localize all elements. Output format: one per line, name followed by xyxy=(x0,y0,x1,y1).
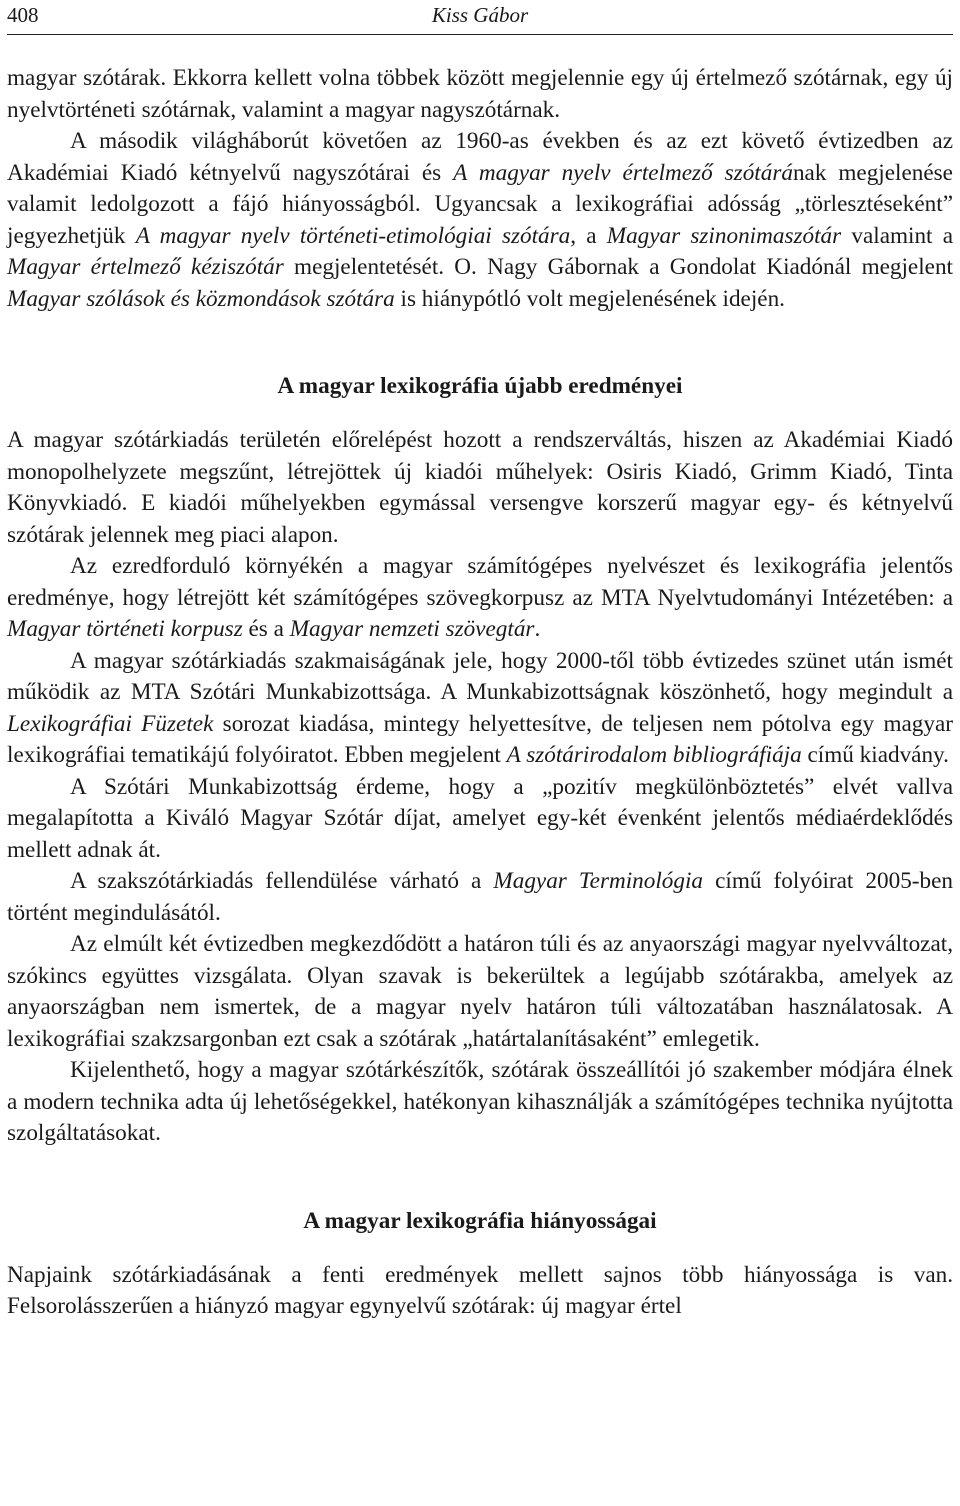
paragraph xyxy=(7,551,953,646)
italic-title-text: Magyar nemzeti szövegtár xyxy=(289,616,535,642)
section-shortcomings-text xyxy=(7,1260,953,1323)
paragraph-text: című folyóirat 2005-ben történt megindulásától. xyxy=(7,868,953,926)
italic-title-text: Magyar értelmező kéziszótár xyxy=(7,254,284,280)
italic-title-text: Magyar szólások és közmondások szótára xyxy=(7,285,395,312)
paragraph-text: A Szótári Munkabizottság érdeme, hogy a „pozitív megkülönböztetés” elvét vallva megalapította a Kiváló Magyar Szótár díjat, amelyet egy-két évenként jelentős médiaérdeklődés mellett adnak át. xyxy=(7,773,953,863)
italic-title-text: A magyar nyelv történeti-etimológiai szótára xyxy=(135,222,571,249)
paragraph-text: A magyar szótárkiadás szakmaiságának jele, hogy 2000-től több évtizedes szünet után ismét működik az MTA Szótári Munkabizottsága. A Munkabizottságnak köszönhető, hogy megindult a xyxy=(7,647,953,705)
paragraph-text: Az elmúlt két évtizedben megkezdődött a határon túli és az anyaországi magyar nyelvváltozat, szókincs együttes vizsgálata. Olyan szavak is bekerültek a legújabb szótárakba, amelyek az anyaországban nem ismertek, de a magyar nyelv határon túli változatában használatosak. A lexikográfiai szakzsargonban ezt csak a szótárak „határtalanításaként” emlegetik. xyxy=(7,931,953,1052)
italic-title-text: A magyar nyelv értelmező szótárá xyxy=(453,159,793,186)
paragraph xyxy=(7,1055,953,1150)
paragraph xyxy=(7,425,953,551)
paragraph-text: A szakszótárkiadás fellendülése várható a xyxy=(70,868,494,894)
document-page xyxy=(7,0,953,1323)
paragraph-text: sorozat kiadása, mintegy helyettesítve, de teljesen nem pótolva egy magyar lexikográfiai tematikájú folyóiratot. Ebben megjelent xyxy=(7,710,953,768)
paragraph-text: nak megjelenése valamit ledolgozott a fájó hiányosságból. Ugyancsak a lexikográfiai adósság „törlesztéseként” jegyezhetjük xyxy=(7,159,953,249)
paragraph xyxy=(7,63,953,126)
paragraph-text: Kijelenthető, hogy a magyar szótárkészítők, szótárak összeállítói jó szakember módjára élnek a modern technika adta új lehetőségekkel, hatékonyan kihasználják a számítógépes technika nyújtotta szolgáltatásokat. xyxy=(7,1057,953,1146)
section-heading-recent-results: A magyar lexikográfia újabb eredményei xyxy=(277,373,683,399)
section-recent-results-text xyxy=(7,425,953,1150)
paragraph xyxy=(7,772,953,867)
paragraph-text: valamint a xyxy=(841,222,954,249)
paragraph-text: Az ezredforduló környékén a magyar számítógépes nyelvészet és lexikográfia jelentős eredménye, hogy létrejött két számítógépes szövegkorpusz az MTA Nyelvtudományi Intézetében: a xyxy=(7,553,953,611)
italic-title-text: Lexikográfiai Füzetek xyxy=(7,710,214,737)
paragraph-text: című kiadvány. xyxy=(801,742,949,768)
intro-text xyxy=(7,63,953,315)
paragraph-text: is hiánypótló volt megjelenésének idején. xyxy=(394,285,785,312)
paragraph xyxy=(7,126,953,315)
paragraph xyxy=(7,929,953,1055)
italic-title-text: Magyar szinonimaszótár xyxy=(606,222,842,249)
paragraph-text: Napjaink szótárkiadásának a fenti eredmények mellett sajnos több hiányossága is van. Felsorolásszerűen a hiányzó magyar egynyelvű szótárak: új magyar értel xyxy=(7,1261,953,1319)
italic-title-text: A szótárirodalom bibliográfiája xyxy=(506,742,802,768)
paragraph xyxy=(7,866,953,929)
paragraph-text: . xyxy=(534,616,541,642)
paragraph xyxy=(7,1260,953,1323)
italic-title-text: Magyar történeti korpusz xyxy=(7,616,243,642)
paragraph-text: magyar szótárak. Ekkorra kellett volna többek között megjelennie egy új értelmező szótárnak, egy új nyelvtörténeti szótárnak, valamint a magyar nagyszótárnak. xyxy=(7,65,953,123)
paragraph-text: , a xyxy=(570,222,607,249)
running-title: Kiss Gábor xyxy=(431,3,529,27)
italic-title-text: Magyar Terminológia xyxy=(493,868,704,894)
page-number: 408 xyxy=(7,3,39,27)
running-header xyxy=(7,0,953,35)
paragraph xyxy=(7,646,953,772)
paragraph-text: megjelentetését. O. Nagy Gábornak a Gondolat Kiadónál megjelent xyxy=(283,254,953,280)
section-heading-shortcomings: A magyar lexikográfia hiányosságai xyxy=(303,1207,657,1234)
paragraph-text: és a xyxy=(242,616,290,642)
paragraph-text: A magyar szótárkiadás területén előrelépést hozott a rendszerváltás, hiszen az Akadémiai Kiadó monopolhelyzete megszűnt, létrejöttek új kiadói műhelyek: Osiris Kiadó, Grimm Kiadó, Tinta Könyvkiadó. E kiadói műhelyekben egymással versengve korszerű magyar egy- és kétnyelvű szótárak jelennek meg piaci alapon. xyxy=(7,427,953,548)
paragraph-text: A második világháborút követően az 1960-as években és az ezt követő évtizedben az Akadémiai Kiadó kétnyelvű nagyszótárai és xyxy=(7,128,953,186)
